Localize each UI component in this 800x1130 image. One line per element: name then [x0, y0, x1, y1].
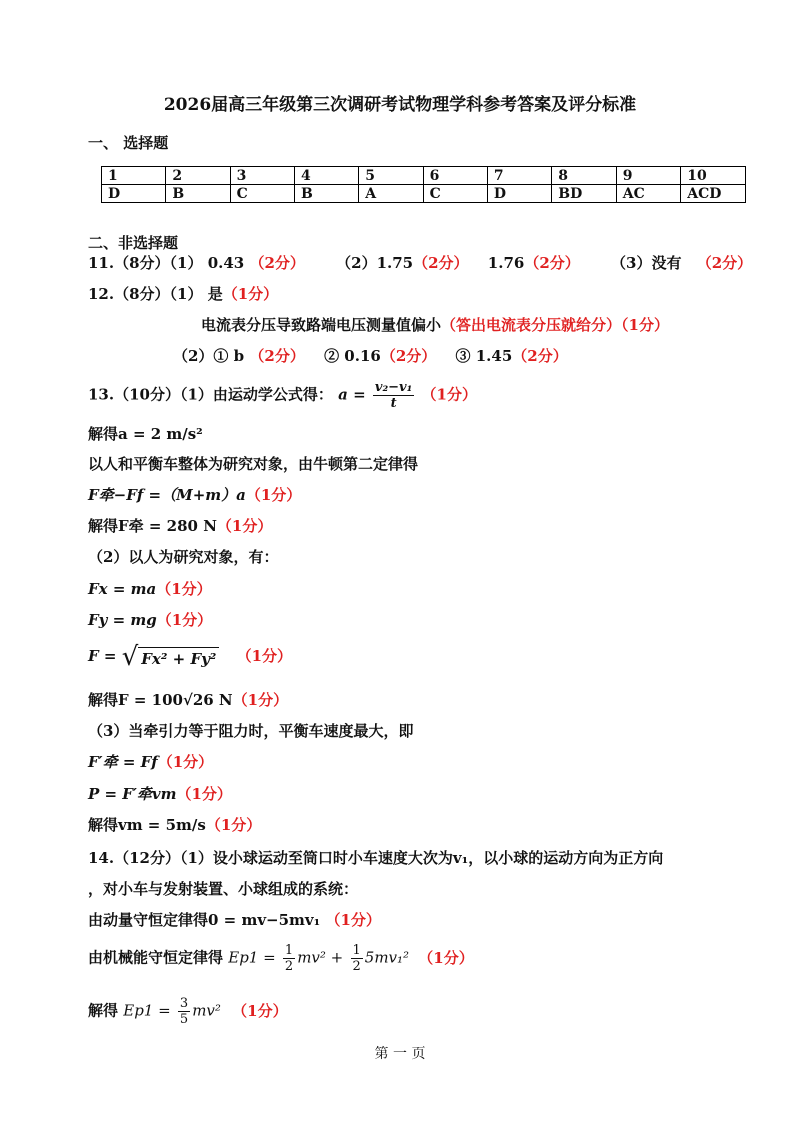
q13-line14	[88, 814, 261, 835]
table-cell: B	[294, 185, 358, 203]
q12-part1: 12.（8分）（1） 是	[88, 285, 223, 303]
table-cell: D	[102, 185, 166, 203]
fraction	[373, 380, 414, 411]
fraction-denominator: t	[390, 396, 397, 411]
table-cell: 7	[487, 167, 551, 185]
table-cell: C	[230, 185, 294, 203]
q14-result-label: 解得	[88, 1001, 119, 1020]
score: （1分）	[325, 911, 381, 929]
q13-line4	[88, 484, 301, 505]
score: （1分）	[156, 611, 213, 629]
score: （1分）	[232, 1001, 288, 1020]
formula: F牵−Ff =（M+m）a	[88, 486, 246, 504]
score: （2分）	[413, 254, 469, 272]
q11-part3: （3）没有	[611, 254, 682, 272]
table-cell: 4	[294, 167, 358, 185]
score: （1分）	[156, 580, 212, 598]
table-cell: 1	[102, 167, 166, 185]
section-heading-choice: 一、 选择题	[88, 134, 169, 152]
formula-lhs: Ep1 =	[123, 1001, 171, 1020]
q12-line3	[173, 345, 568, 366]
q11-part2: （2）1.75	[336, 254, 414, 272]
table-cell: AC	[616, 185, 680, 203]
q13-line1	[88, 380, 477, 411]
q13-line5	[88, 515, 272, 536]
table-cell: 9	[616, 167, 680, 185]
answer-table	[101, 166, 746, 203]
formula: 解得F牵 = 280 N	[88, 517, 217, 535]
score: （1分）	[157, 753, 214, 771]
formula-term: 5mv₁²	[364, 948, 410, 967]
page-footer: 第 一 页	[374, 1046, 426, 1062]
formula-term: mv² +	[297, 948, 344, 967]
formula: 解得F = 100√26 N	[88, 691, 233, 709]
q14-energy-label: 由机械能守恒定律得	[88, 948, 224, 967]
score: （1分）	[418, 948, 474, 967]
fraction-numerator: 1	[352, 943, 361, 958]
score: （1分）	[205, 816, 262, 834]
table-row-numbers	[102, 167, 746, 185]
q14-line5	[88, 996, 288, 1027]
page-title: 2026届高三年级第三次调研考试物理学科参考答案及评分标准	[163, 95, 637, 115]
score: （2分）	[249, 254, 305, 272]
q12-part2c: ③ 1.45	[455, 347, 513, 365]
q12-line1	[88, 283, 278, 304]
q13-line10	[88, 689, 288, 710]
q12-line2	[201, 314, 669, 335]
table-cell: B	[166, 185, 230, 203]
q14-line3	[88, 909, 381, 930]
table-cell: 10	[681, 167, 746, 185]
section-heading-nonchoice: 二、非选择题	[88, 234, 179, 252]
q13-line6: （2）以人为研究对象，有：	[88, 548, 279, 566]
score-note: （答出电流表分压就给分）（1分）	[441, 316, 669, 334]
score: （1分）	[176, 785, 232, 803]
q13-line13	[88, 783, 232, 804]
formula-term: mv²	[192, 1001, 221, 1020]
formula-lhs: a =	[338, 385, 366, 404]
formula: 由动量守恒定律得0 = mv−5mv₁	[88, 911, 321, 929]
fraction-numerator: v₂−v₁	[374, 380, 413, 395]
q13-line11: （3）当牵引力等于阻力时，平衡车速度最大，即	[88, 722, 414, 740]
score: （1分）	[216, 517, 273, 535]
score: （2分）	[524, 254, 580, 272]
radicand: Fx² + Fy²	[138, 647, 219, 668]
table-cell: C	[423, 185, 487, 203]
q12-part2a: （2）① b	[173, 347, 245, 365]
q11-part1: 11.（8分）（1） 0.43	[88, 254, 245, 272]
table-cell: 5	[359, 167, 423, 185]
table-cell: 6	[423, 167, 487, 185]
table-cell: D	[487, 185, 551, 203]
formula-lhs: Ep1 =	[228, 948, 276, 967]
table-cell: BD	[552, 185, 617, 203]
sqrt	[122, 642, 220, 672]
formula: Fx = ma	[88, 580, 157, 598]
table-cell: ACD	[681, 185, 746, 203]
fraction	[283, 943, 295, 974]
formula: 解得vm = 5m/s	[88, 816, 206, 834]
q13-line8	[88, 609, 212, 630]
table-cell: 3	[230, 167, 294, 185]
score: （2分）	[249, 347, 305, 365]
score: （2分）	[512, 347, 568, 365]
score: （1分）	[245, 486, 302, 504]
q14-line2: ，对小车与发射装置、小球组成的系统：	[88, 880, 359, 898]
score: （2分）	[380, 347, 437, 365]
score: （1分）	[236, 647, 293, 665]
formula: F′牵 = Ff	[88, 753, 158, 771]
score: （2分）	[696, 254, 753, 272]
fraction-denominator: 2	[284, 959, 294, 974]
table-cell: 2	[166, 167, 230, 185]
radical-sign: √	[121, 642, 139, 672]
fraction-numerator: 3	[179, 996, 189, 1011]
table-cell: 8	[552, 167, 617, 185]
q13-line12	[88, 751, 213, 772]
q11-part2b: 1.76	[487, 254, 525, 272]
q13-line9	[88, 642, 292, 672]
q11-line	[88, 252, 752, 273]
score: （1分）	[421, 385, 477, 404]
score: （1分）	[232, 691, 289, 709]
q12-part2b: ② 0.16	[324, 347, 381, 365]
q14-line4	[88, 943, 474, 974]
formula: P = F′牵vm	[88, 785, 177, 803]
fraction	[351, 943, 363, 974]
q13-line3: 以人和平衡车整体为研究对象，由牛顿第二定律得	[88, 455, 419, 473]
fraction	[178, 996, 190, 1027]
table-cell: A	[359, 185, 423, 203]
score: （1分）	[222, 285, 279, 303]
table-row-answers	[102, 185, 746, 203]
fraction-denominator: 2	[352, 959, 361, 974]
fraction-denominator: 5	[179, 1012, 189, 1027]
q12-reason: 电流表分压导致路端电压测量值偏小	[201, 316, 442, 334]
fraction-numerator: 1	[284, 943, 294, 958]
q13-line2: 解得a = 2 m/s²	[88, 425, 203, 443]
q13-line7	[88, 578, 212, 599]
formula: Fy = mg	[88, 611, 157, 629]
q14-line1: 14.（12分）（1）设小球运动至筒口时小车速度大次为v₁，以小球的运动方向为正方向	[88, 849, 664, 867]
q13-head: 13.（10分）（1）由运动学公式得：	[88, 385, 333, 404]
formula-lhs: F =	[88, 647, 117, 665]
